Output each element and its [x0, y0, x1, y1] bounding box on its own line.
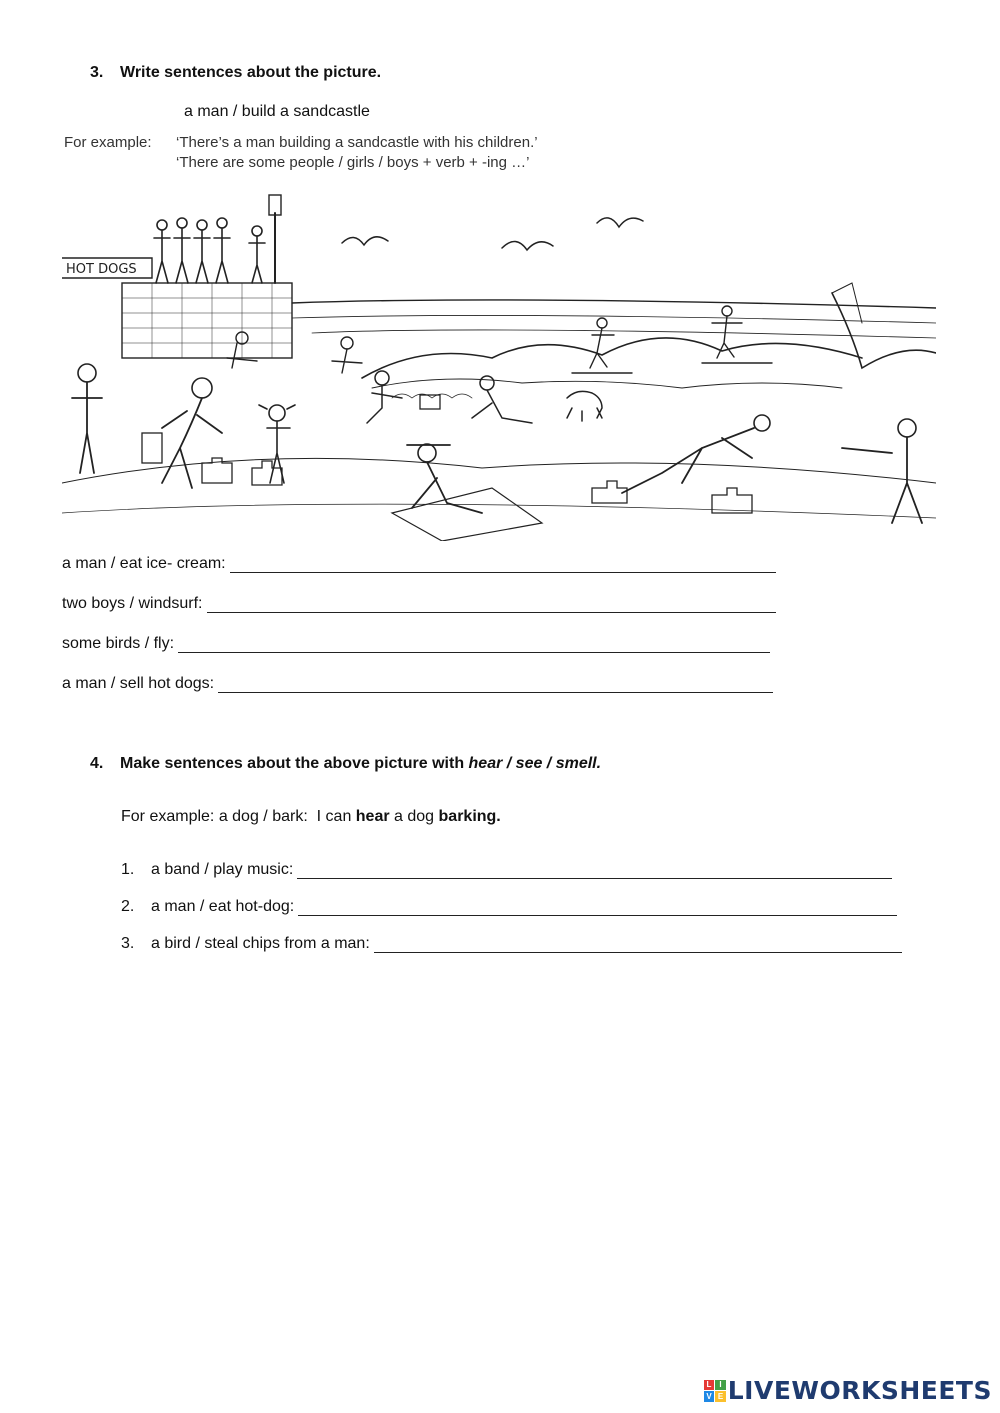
q4-answer-field[interactable]	[297, 863, 892, 879]
q4-item-label: a band / play music:	[151, 861, 294, 878]
q3-example-line1: ‘There’s a man building a sandcastle with his children.’	[176, 134, 538, 151]
q3-item-label: some birds / fly:	[62, 635, 175, 652]
q3-row-2	[62, 595, 776, 613]
q3-heading	[90, 64, 381, 82]
q4-answer-field[interactable]	[374, 937, 902, 953]
q4-example-prefix: For example: a dog / bark: I can	[121, 808, 356, 825]
q3-number: 3.	[90, 64, 104, 81]
q3-item-label: a man / eat ice- cream:	[62, 555, 226, 572]
beach-scene-illustration	[62, 183, 936, 541]
liveworksheets-logo-text: LIVEWORKSHEETS	[727, 1376, 992, 1405]
q4-row-2	[121, 898, 897, 916]
hot-dogs-sign: HOT DOGS	[66, 262, 137, 277]
liveworksheets-logo-icon	[704, 1380, 726, 1402]
logo-mark-i: I	[715, 1380, 726, 1391]
q4-item-number: 1.	[121, 861, 135, 878]
logo-mark-e: E	[715, 1391, 726, 1402]
logo-mark-l: L	[704, 1380, 715, 1391]
q4-number: 4.	[90, 755, 104, 772]
q3-item-label: a man / sell hot dogs:	[62, 675, 215, 692]
q4-example	[121, 808, 501, 826]
q3-prompt: a man / build a sandcastle	[184, 103, 370, 120]
q3-answer-field[interactable]	[218, 677, 773, 693]
q4-answer-field[interactable]	[298, 900, 897, 916]
q4-item-number: 2.	[121, 898, 135, 915]
q4-example-bold-hear: hear	[355, 808, 390, 825]
q4-item-label: a man / eat hot-dog:	[151, 898, 295, 915]
liveworksheets-logo	[704, 1376, 992, 1405]
q4-row-3	[121, 935, 902, 953]
q4-title: Make sentences about the above picture with	[120, 755, 469, 772]
q4-example-mid: a dog	[389, 808, 439, 825]
q3-example	[64, 134, 538, 171]
q3-example-line2: ‘There are some people / girls / boys + verb + -ing …’	[176, 154, 530, 171]
q3-row-3	[62, 635, 770, 653]
logo-mark-v: V	[704, 1391, 715, 1402]
q4-row-1	[121, 861, 892, 879]
q4-heading	[90, 755, 601, 773]
q3-answer-field[interactable]	[178, 637, 770, 653]
q3-answer-field[interactable]	[207, 597, 777, 613]
q4-item-label: a bird / steal chips from a man:	[151, 935, 370, 952]
q3-answer-field[interactable]	[230, 557, 776, 573]
q3-title: Write sentences about the picture.	[120, 64, 382, 81]
q3-item-label: two boys / windsurf:	[62, 595, 203, 612]
q3-example-label: For example:	[64, 134, 152, 151]
q4-item-number: 3.	[121, 935, 135, 952]
q3-row-1	[62, 555, 776, 573]
q3-row-4	[62, 675, 773, 693]
q4-example-bold-barking: barking.	[438, 808, 501, 825]
q4-title-italic: hear / see / smell.	[468, 755, 602, 772]
